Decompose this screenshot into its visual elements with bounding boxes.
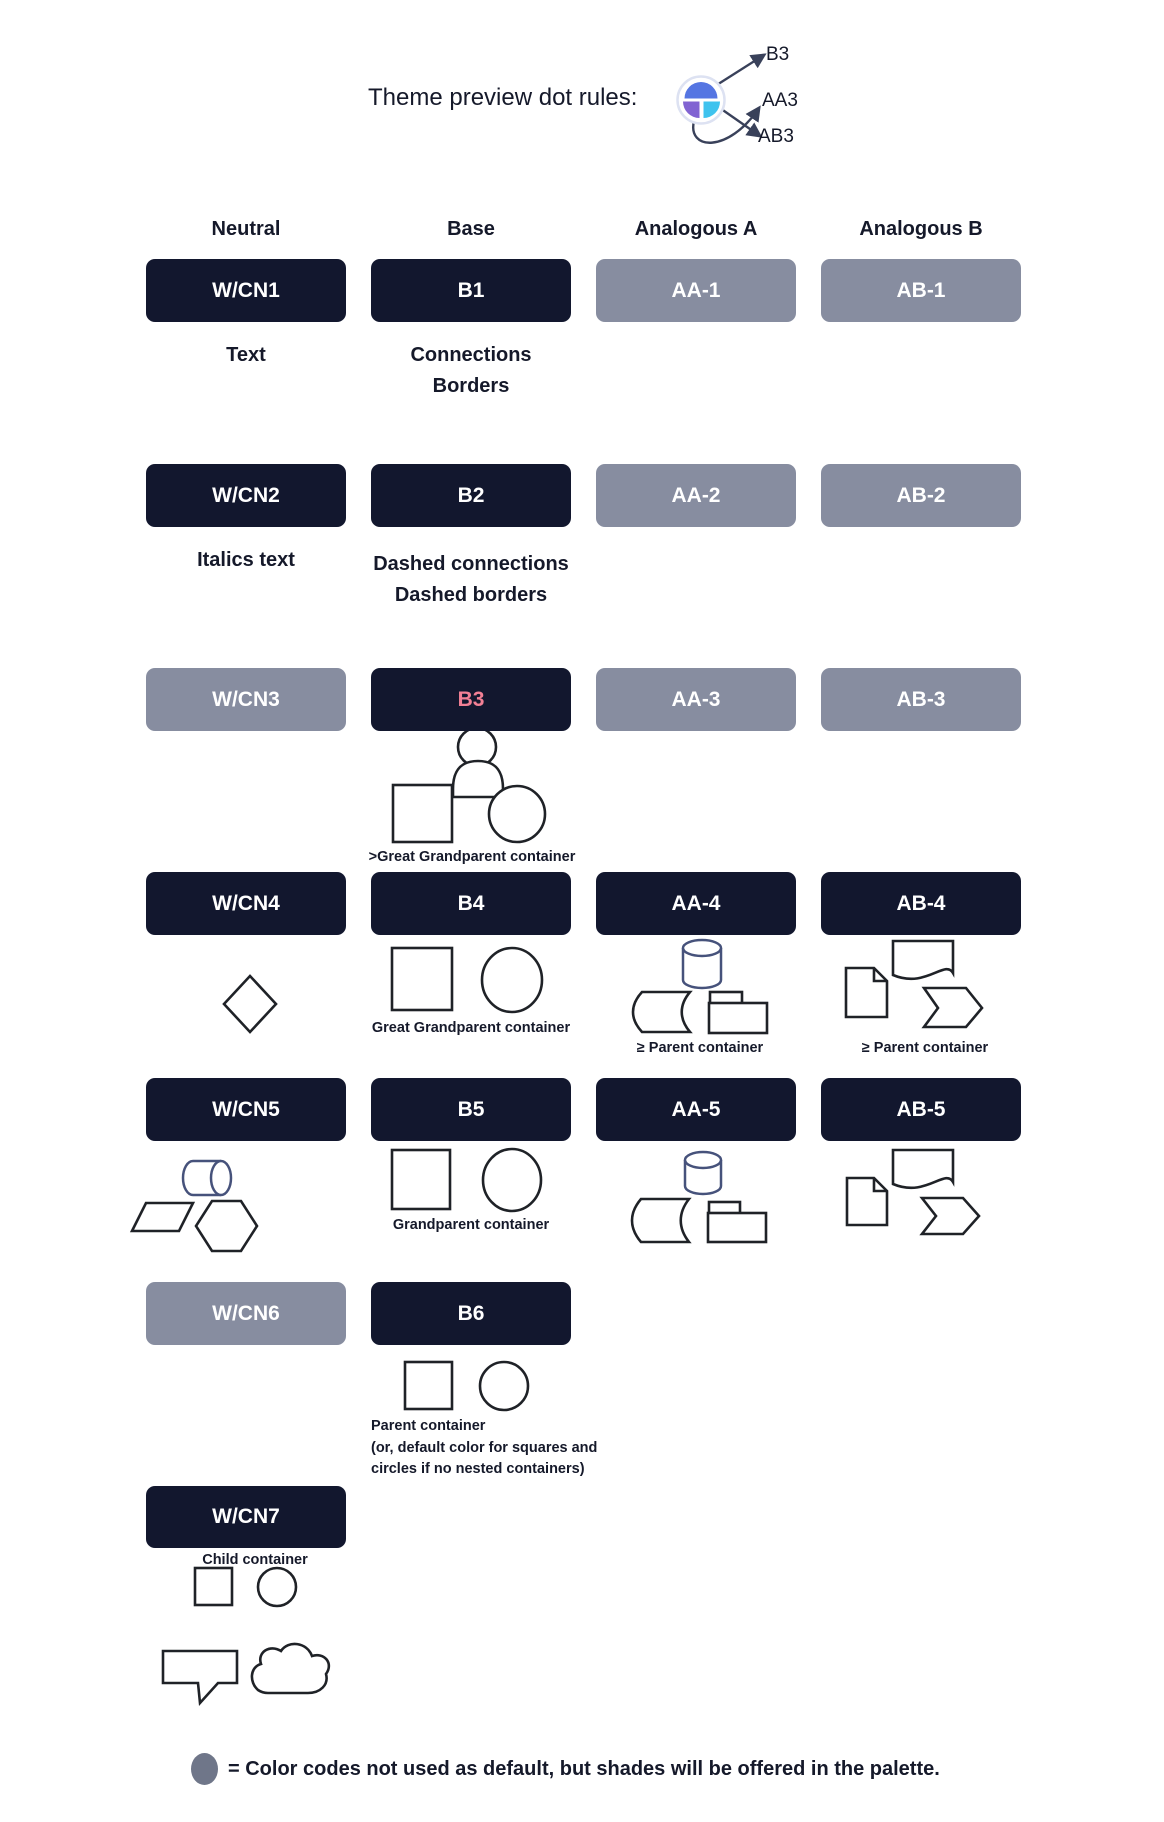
square-icon bbox=[405, 1362, 452, 1409]
speech-bubble-icon bbox=[163, 1651, 237, 1703]
wavy-card-icon bbox=[893, 1150, 953, 1188]
theme-preview-dot-icon bbox=[678, 77, 725, 124]
document-fold-icon bbox=[874, 968, 887, 981]
swatch-b3[interactable]: B3 bbox=[371, 668, 571, 731]
swatch-wcn7[interactable]: W/CN7 bbox=[146, 1486, 346, 1548]
folder-icon bbox=[709, 992, 767, 1033]
page-title: Theme preview dot rules: bbox=[368, 84, 638, 111]
caption-aa4-shapes: ≥ Parent container bbox=[636, 1040, 764, 1056]
document-icon bbox=[847, 1178, 887, 1225]
caption-b6-shapes bbox=[371, 1416, 681, 1481]
stored-data-icon bbox=[633, 992, 690, 1032]
wavy-card-icon bbox=[893, 941, 953, 979]
folder-icon bbox=[708, 1202, 766, 1242]
swatch-wcn4[interactable]: W/CN4 bbox=[146, 872, 346, 935]
square-icon bbox=[195, 1568, 232, 1605]
square-icon bbox=[393, 785, 452, 842]
square-icon bbox=[392, 1150, 450, 1209]
swatch-aa3[interactable]: AA-3 bbox=[596, 668, 796, 731]
swatch-aa4[interactable]: AA-4 bbox=[596, 872, 796, 935]
column-header-base: Base bbox=[447, 218, 495, 240]
swatch-wcn1[interactable]: W/CN1 bbox=[146, 259, 346, 322]
dot-label-analogous-a: AA3 bbox=[762, 90, 798, 111]
person-head-icon bbox=[458, 728, 496, 766]
caption-base-row2 bbox=[351, 549, 591, 611]
ab4-shapes bbox=[846, 941, 982, 1027]
cylinder-icon bbox=[683, 940, 721, 988]
swatch-wcn6[interactable]: W/CN6 bbox=[146, 1282, 346, 1345]
footer-note: = Color codes not used as default, but shades will be offered in the palette. bbox=[228, 1758, 940, 1780]
column-header-analogous-a: Analogous A bbox=[634, 218, 758, 240]
swatch-wcn2[interactable]: W/CN2 bbox=[146, 464, 346, 527]
hexagon-icon bbox=[196, 1201, 257, 1251]
wcn5-shapes bbox=[132, 1161, 257, 1251]
caption-b3-shapes: >Great Grandparent container bbox=[368, 849, 576, 865]
chevron-icon bbox=[922, 1198, 979, 1234]
caption-base-row1-line1: Connections bbox=[410, 344, 532, 366]
b4-square-circle bbox=[392, 948, 542, 1012]
caption-base-row1-line2: Borders bbox=[432, 375, 510, 397]
b3-person-square-circle bbox=[393, 728, 545, 842]
caption-base-row2-line2: Dashed borders bbox=[394, 584, 548, 606]
caption-b6-line1: Parent container bbox=[371, 1418, 486, 1434]
caption-ab4-shapes: ≥ Parent container bbox=[861, 1040, 989, 1056]
circle-icon bbox=[482, 948, 542, 1012]
stored-data-icon bbox=[632, 1199, 689, 1242]
swatch-aa2[interactable]: AA-2 bbox=[596, 464, 796, 527]
caption-wcn7: Child container bbox=[202, 1552, 308, 1568]
document-icon bbox=[846, 968, 887, 1017]
caption-b4-shapes: Great Grandparent container bbox=[371, 1020, 571, 1036]
caption-base-row1 bbox=[351, 340, 591, 402]
aa4-shapes bbox=[633, 940, 767, 1033]
swatch-b2[interactable]: B2 bbox=[371, 464, 571, 527]
caption-base-row2-line1: Dashed connections bbox=[373, 553, 569, 575]
diamond-icon bbox=[224, 976, 276, 1032]
circle-icon bbox=[483, 1149, 541, 1211]
caption-b5-shapes: Grandparent container bbox=[392, 1217, 550, 1233]
ab5-shapes bbox=[847, 1150, 979, 1234]
swatch-wcn5[interactable]: W/CN5 bbox=[146, 1078, 346, 1141]
swatch-b1[interactable]: B1 bbox=[371, 259, 571, 322]
person-shoulders-icon bbox=[453, 761, 503, 797]
circle-icon bbox=[489, 786, 545, 842]
document-fold-icon bbox=[874, 1178, 887, 1191]
column-header-neutral: Neutral bbox=[211, 218, 281, 240]
column-header-analogous-b: Analogous B bbox=[859, 218, 983, 240]
parallelogram-icon bbox=[132, 1203, 193, 1231]
swatch-ab1[interactable]: AB-1 bbox=[821, 259, 1021, 322]
square-icon bbox=[392, 948, 452, 1010]
wcn7-shapes bbox=[163, 1568, 329, 1703]
swatch-b4[interactable]: B4 bbox=[371, 872, 571, 935]
caption-neutral-row1: Text bbox=[226, 344, 266, 366]
swatch-wcn3[interactable]: W/CN3 bbox=[146, 668, 346, 731]
chevron-icon bbox=[924, 988, 982, 1027]
circle-icon bbox=[480, 1362, 528, 1410]
caption-b6-line3: circles if no nested containers) bbox=[371, 1461, 585, 1477]
swatch-ab4[interactable]: AB-4 bbox=[821, 872, 1021, 935]
cylinder-icon bbox=[685, 1152, 721, 1194]
caption-b6-line2: (or, default color for squares and bbox=[371, 1439, 598, 1456]
circle-icon bbox=[258, 1568, 296, 1606]
gray-dot-icon bbox=[191, 1753, 218, 1785]
b5-square-circle bbox=[392, 1149, 541, 1211]
cloud-icon bbox=[252, 1644, 329, 1693]
dot-label-base: B3 bbox=[766, 44, 790, 65]
swatch-b5[interactable]: B5 bbox=[371, 1078, 571, 1141]
dot-label-analogous-b: AB3 bbox=[758, 126, 794, 147]
swatch-b6[interactable]: B6 bbox=[371, 1282, 571, 1345]
swatch-ab2[interactable]: AB-2 bbox=[821, 464, 1021, 527]
swatch-ab3[interactable]: AB-3 bbox=[821, 668, 1021, 731]
swatch-aa1[interactable]: AA-1 bbox=[596, 259, 796, 322]
caption-neutral-row2: Italics text bbox=[197, 549, 295, 571]
aa5-shapes bbox=[632, 1152, 766, 1242]
horizontal-cylinder-icon bbox=[183, 1161, 231, 1195]
swatch-aa5[interactable]: AA-5 bbox=[596, 1078, 796, 1141]
b6-square-circle bbox=[405, 1362, 528, 1410]
swatch-ab5[interactable]: AB-5 bbox=[821, 1078, 1021, 1141]
